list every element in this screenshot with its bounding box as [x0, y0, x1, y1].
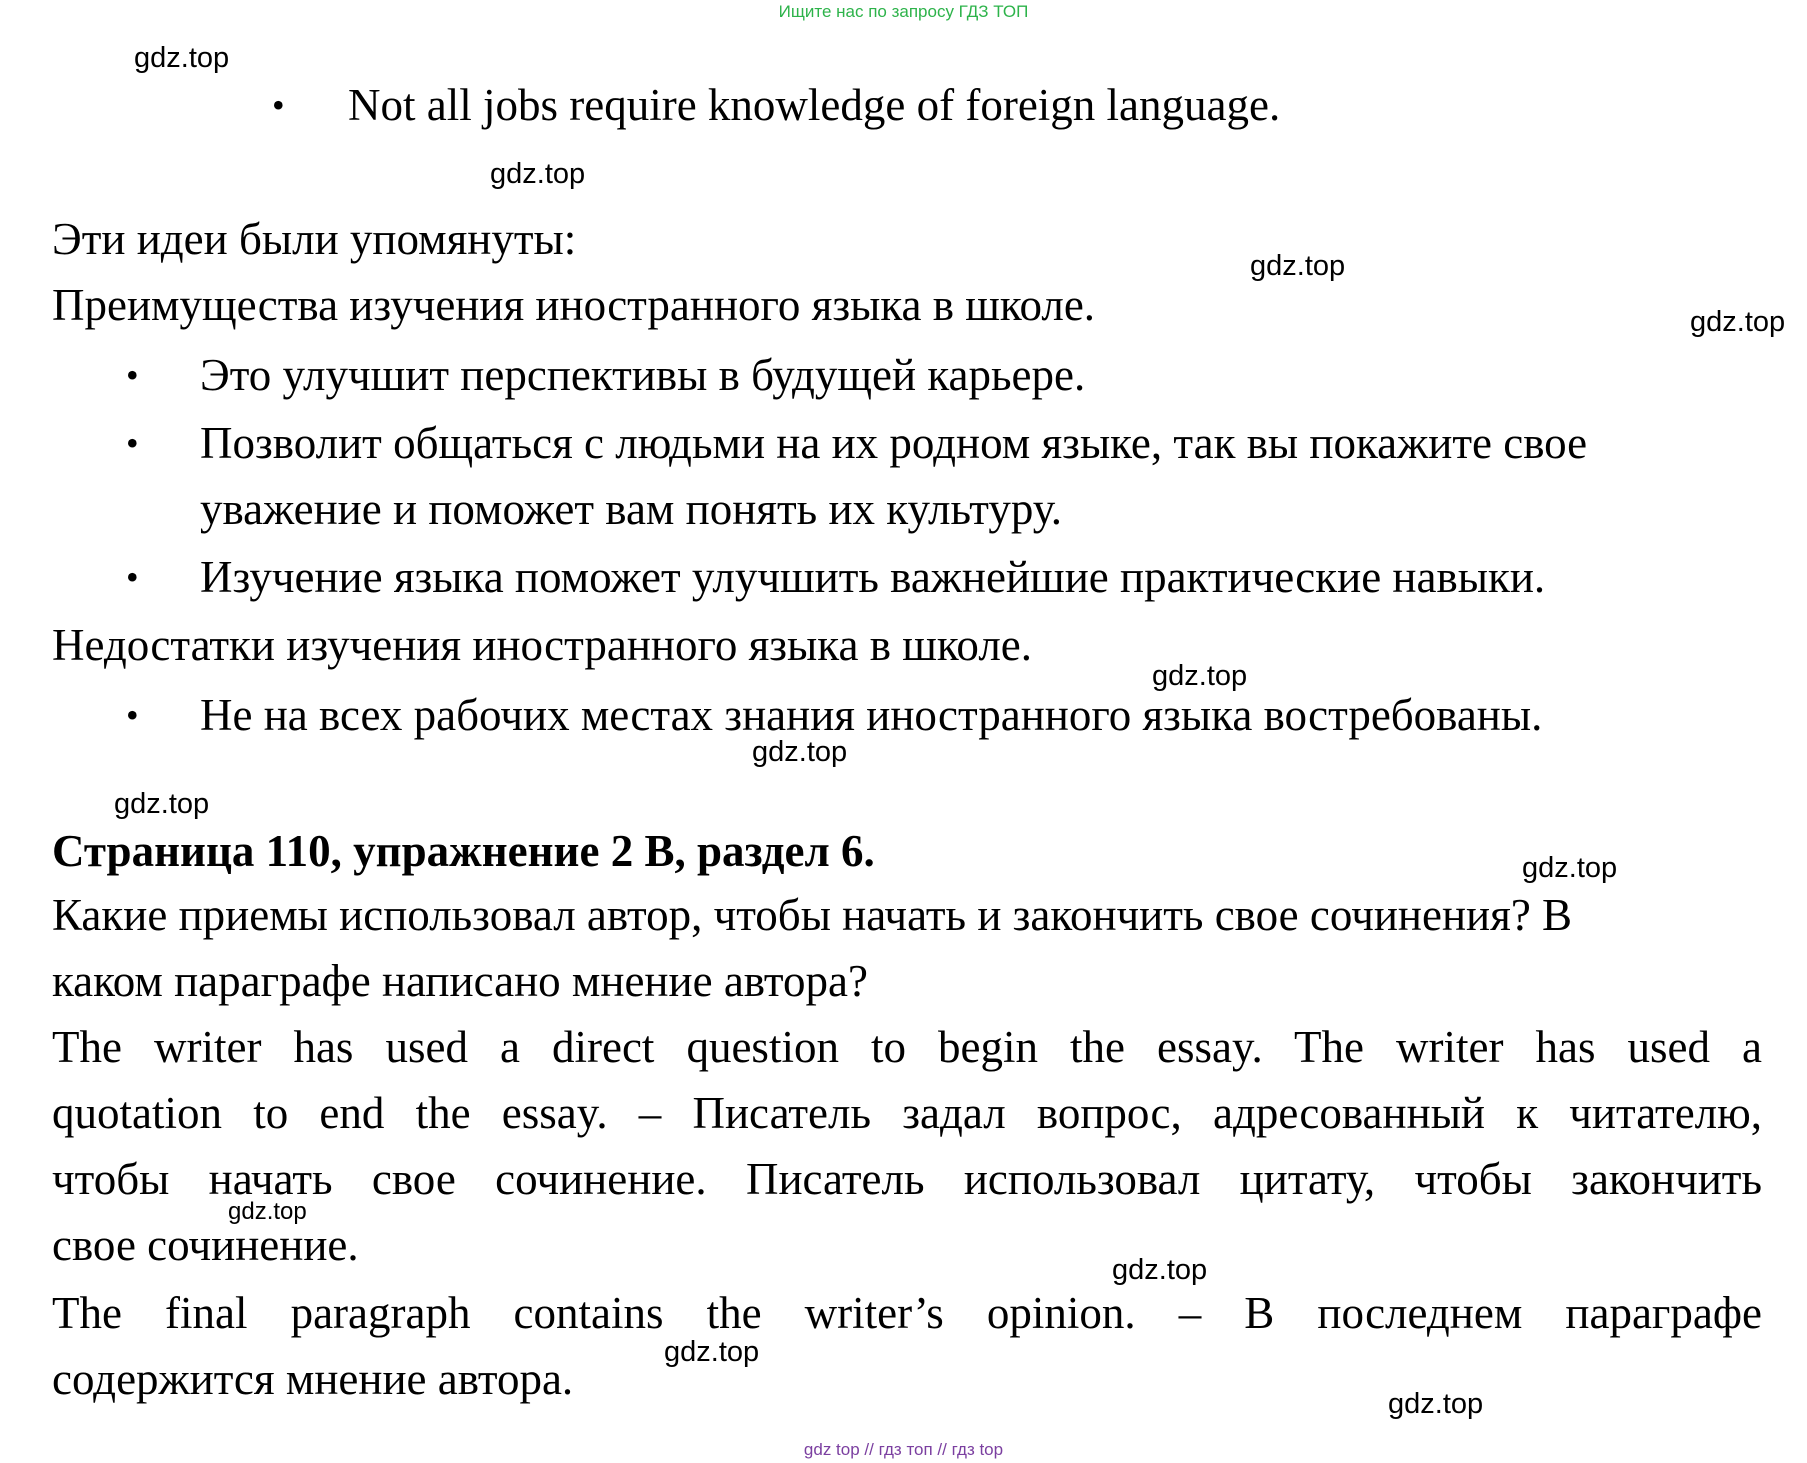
watermark: gdz.top: [1112, 1254, 1208, 1286]
answer-line: содержится мнение автора.: [52, 1354, 574, 1404]
bullet-icon: •: [126, 355, 139, 395]
advantage-item: Позволит общаться с людьми на их родном языке, так вы покажите свое: [200, 418, 1588, 468]
watermark: gdz.top: [1388, 1388, 1484, 1420]
ideas-mentioned: Эти идеи были упомянуты:: [52, 214, 577, 264]
answer-line: quotation to end the essay. – Писатель задал вопрос, адресованный к читателю,: [52, 1088, 1762, 1138]
disadvantage-item: Не на всех рабочих местах знания иностранного языка востребованы.: [200, 690, 1543, 740]
bullet-icon: •: [126, 423, 139, 463]
section-title: Страница 110, упражнение 2 B, раздел 6.: [52, 826, 875, 876]
watermark: gdz.top: [1152, 660, 1248, 692]
advantage-item-cont: уважение и поможет вам понять их культуру.: [200, 484, 1063, 534]
advantage-item: Изучение языка поможет улучшить важнейшие практические навыки.: [200, 552, 1546, 602]
answer-line: The final paragraph contains the writer’s opinion. – В последнем параграфе: [52, 1288, 1762, 1338]
disadvantages-heading: Недостатки изучения иностранного языка в школе.: [52, 620, 1033, 670]
watermark: gdz.top: [1522, 852, 1618, 884]
watermark: gdz.top: [228, 1198, 307, 1225]
bullet-icon: •: [272, 85, 285, 125]
bullet-text-en: Not all jobs require knowledge of foreign language.: [348, 80, 1281, 130]
question-line: каком параграфе написано мнение автора?: [52, 956, 868, 1006]
advantage-item: Это улучшит перспективы в будущей карьере.: [200, 350, 1086, 400]
bullet-icon: •: [126, 557, 139, 597]
watermark: gdz.top: [490, 158, 586, 190]
advantages-heading: Преимущества изучения иностранного языка в школе.: [52, 280, 1096, 330]
search-banner[interactable]: Ищите нас по запросу ГДЗ ТОП: [778, 2, 1029, 21]
watermark: gdz.top: [114, 788, 210, 820]
answer-line: чтобы начать свое сочинение. Писатель использовал цитату, чтобы закончить: [52, 1154, 1762, 1204]
watermark: gdz.top: [752, 736, 848, 768]
question-line: Какие приемы использовал автор, чтобы начать и закончить свое сочинения? В: [52, 890, 1573, 940]
bullet-icon: •: [126, 695, 139, 735]
footer-links[interactable]: gdz top // гдз топ // гдз top: [803, 1440, 1004, 1459]
watermark: gdz.top: [134, 42, 230, 74]
watermark: gdz.top: [664, 1336, 760, 1368]
answer-line: свое сочинение.: [52, 1220, 359, 1270]
answer-line: The writer has used a direct question to begin the essay. The writer has used a: [52, 1022, 1762, 1072]
watermark: gdz.top: [1690, 306, 1786, 338]
watermark: gdz.top: [1250, 250, 1346, 282]
